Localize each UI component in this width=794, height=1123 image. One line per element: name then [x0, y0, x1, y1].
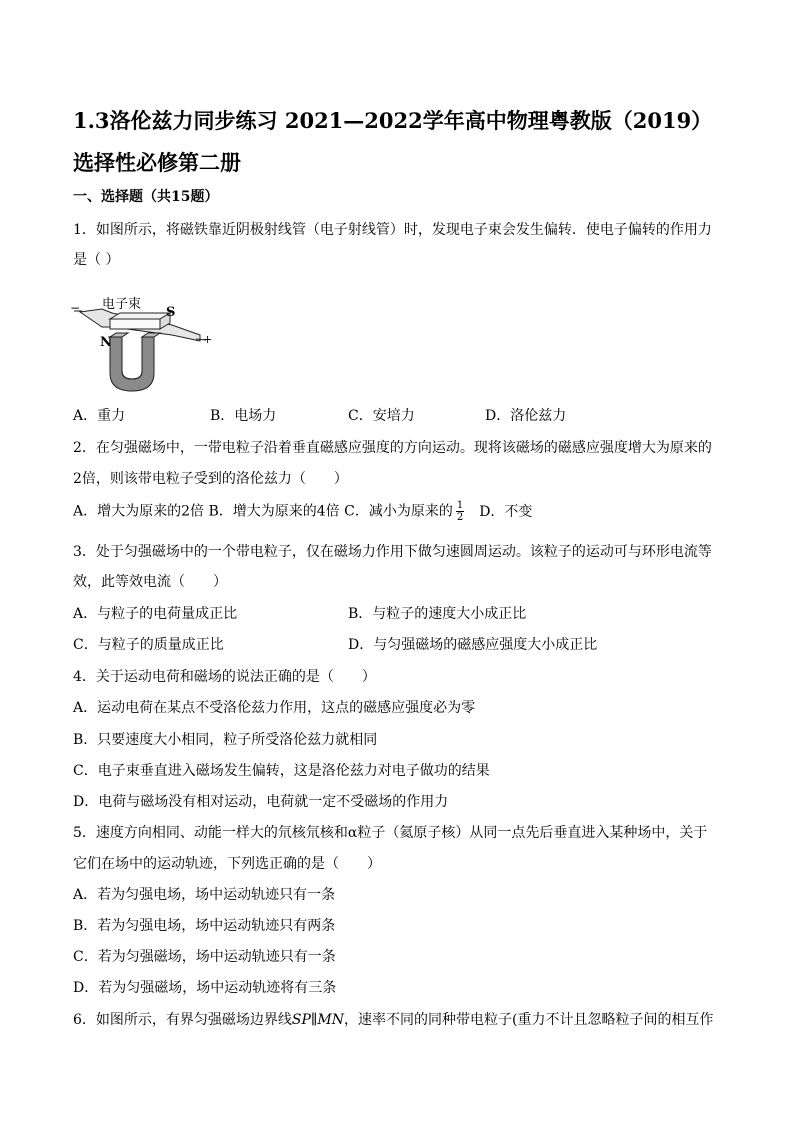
u-magnet-pole-right — [142, 333, 160, 337]
label-plus: + — [203, 333, 213, 346]
q6-suffix: ，速率不同的同种带电粒子(重力不计且忽略粒子间的相互作 — [343, 1012, 714, 1028]
q1-stem-line1: 1．如图所示，将磁铁靠近阴极射线管（电子射线管）时，发现电子束会发生偏转．使电子偏转的作用力 — [73, 222, 712, 238]
q4-stem: 4．关于运动电荷和磁场的说法正确的是（ ） — [73, 669, 376, 685]
bar-magnet-front — [110, 319, 160, 329]
q5-option-d: D．若为匀强磁场，场中运动轨迹将有三条 — [73, 980, 337, 996]
label-electron-beam: 电子束 — [102, 297, 142, 312]
q3-option-c: C．与粒子的质量成正比 — [73, 637, 224, 653]
q3-option-a: A．与粒子的电荷量成正比 — [73, 606, 238, 622]
q5-option-a: A．若为匀强电场，场中运动轨迹只有一条 — [73, 887, 336, 903]
q6-prefix: 6．如图所示，有界匀强磁场边界线 — [73, 1012, 292, 1028]
q5-option-c: C．若为匀强磁场，场中运动轨迹只有一条 — [73, 949, 336, 965]
q2-stem-line1: 2．在匀强磁场中，一带电粒子沿着垂直磁感应强度的方向运动。现将该磁场的磁感应强度增大为原来的 — [73, 440, 712, 456]
q2-fraction — [456, 500, 464, 523]
q1-option-c: C．安培力 — [348, 408, 415, 424]
q1-option-a: A．重力 — [73, 408, 126, 424]
q6-boundary-var: SP∥MN — [291, 1012, 344, 1028]
q3-option-b: B．与粒子的速度大小成正比 — [348, 606, 527, 622]
label-n-pole: N — [100, 335, 112, 350]
q3-stem-line1: 3．处于匀强磁场中的一个带电粒子，仅在磁场力作用下做匀速圆周运动。该粒子的运动可与环形电流等 — [73, 544, 712, 560]
u-magnet-inner — [122, 337, 142, 379]
q2-fraction-denominator: 2 — [456, 512, 464, 523]
q2-stem-line2: 2倍，则该带电粒子受到的洛伦兹力（ ） — [73, 471, 348, 487]
figure-svg — [72, 305, 212, 395]
u-magnet — [110, 337, 154, 391]
q4-option-a: A．运动电荷在某点不受洛伦兹力作用，这点的磁感应强度必为零 — [73, 700, 476, 716]
q4-option-b: B．只要速度大小相同，粒子所受洛伦兹力就相同 — [73, 732, 378, 748]
q1-option-d: D．洛伦兹力 — [485, 408, 567, 424]
q2-options-abc: A．增大为原来的2倍 B．增大为原来的4倍 C．减小为原来的 — [73, 503, 453, 520]
document-title: 1.3洛伦兹力同步练习 2021—2022学年高中物理粤教版（2019）选择性必修第二册 — [73, 108, 713, 175]
q2-option-d: D．不变 — [479, 503, 533, 520]
q2-options-row — [73, 500, 532, 523]
q3-stem-line2: 效，此等效电流（ ） — [73, 574, 227, 590]
q1-stem-line2: 是（ ） — [73, 252, 120, 268]
u-magnet-pole-left — [110, 333, 128, 337]
label-minus: − — [70, 301, 81, 315]
q1-option-b: B．电场力 — [210, 408, 277, 424]
q4-option-c: C．电子束垂直进入磁场发生偏转，这是洛伦兹力对电子做功的结果 — [73, 763, 490, 779]
section-heading: 一、选择题（共15题） — [73, 189, 219, 205]
q6-stem-line1 — [73, 1009, 713, 1029]
q2-fraction-numerator: 1 — [456, 500, 464, 511]
q4-option-d: D．电荷与磁场没有相对运动，电荷就一定不受磁场的作用力 — [73, 794, 449, 810]
cathode-ray-tube-magnet-figure — [70, 297, 213, 399]
q5-stem-line1: 5．速度方向相同、动能一样大的氘核氘核和α粒子（氦原子核）从同一点先后垂直进入某种场中，关于 — [73, 825, 708, 841]
q5-stem-line2: 它们在场中的运动轨迹，下列选正确的是（ ） — [73, 856, 381, 872]
q5-option-b: B．若为匀强电场，场中运动轨迹只有两条 — [73, 918, 336, 934]
label-s-pole: S — [166, 305, 176, 320]
q3-option-d: D．与匀强磁场的磁感应强度大小成正比 — [348, 637, 598, 653]
